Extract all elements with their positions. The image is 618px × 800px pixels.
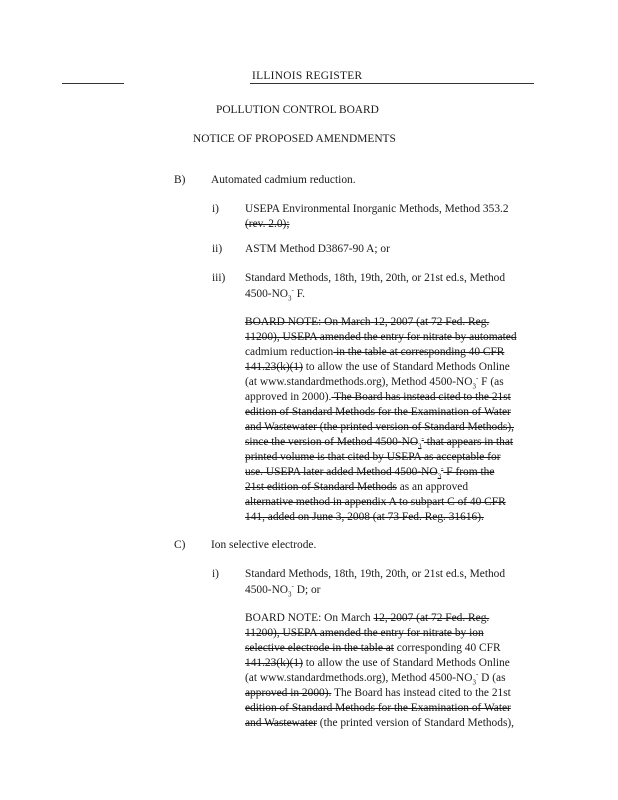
subscript: 3 xyxy=(288,294,292,303)
method-code: 4500-NO xyxy=(245,288,289,300)
note-c-line-7 xyxy=(245,700,511,716)
deleted-text: 12, 2007 (at 72 Fed. Reg. xyxy=(373,612,490,624)
note-c-line-6 xyxy=(245,685,511,701)
kept-text: D (as xyxy=(478,672,506,684)
kept-text: corresponding 40 CFR xyxy=(393,642,501,654)
superscript: - xyxy=(291,286,294,295)
header-rule-left xyxy=(62,83,124,84)
note-b-line-10 xyxy=(245,449,501,465)
deleted-text: 141.23(k)(1) xyxy=(245,361,303,373)
note-c-line-1 xyxy=(245,610,489,626)
note-b-line-3 xyxy=(245,344,504,360)
note-b-line-14 xyxy=(245,509,484,525)
deleted-text: alternative method in appendix A to subpart C of 40 CFR xyxy=(245,496,506,508)
deleted-text: 11200), USEPA amended the entry for nitrate by automated xyxy=(245,331,517,343)
section-b-marker: B) xyxy=(174,174,186,186)
section-b-item-2-line-1: ASTM Method D3867-90 A; or xyxy=(245,243,390,255)
kept-text: approved in 2000). xyxy=(245,391,332,403)
note-b-line-8 xyxy=(245,419,514,435)
note-b-line-9 xyxy=(245,434,513,450)
deleted-text-part: USEPA later added Method 4500-NO xyxy=(263,466,438,478)
deleted-text: 21st edition of Standard Methods xyxy=(245,481,397,493)
deleted-text-part: use. xyxy=(245,466,264,478)
method-code: 4500-NO xyxy=(245,584,289,596)
note-c-line-4 xyxy=(245,655,510,671)
deleted-text xyxy=(245,434,514,451)
section-b-item-3-marker: iii) xyxy=(212,272,226,284)
deleted-text: in the table at corresponding 40 CFR xyxy=(333,346,505,358)
section-b-item-3-line-1: Standard Methods, 18th, 19th, 20th, or 21st ed.s, Method xyxy=(245,272,506,284)
deleted-text-part: F from the xyxy=(443,466,495,478)
kept-text: F (as xyxy=(478,376,504,388)
method-letter: F. xyxy=(296,288,306,300)
note-b-line-2 xyxy=(245,329,517,345)
deleted-text: approved in 2000). xyxy=(245,687,332,699)
note-c-line-2 xyxy=(245,625,484,641)
superscript: - xyxy=(421,434,424,443)
section-c-title: Ion selective electrode. xyxy=(211,539,317,551)
note-b-line-1 xyxy=(245,314,489,330)
superscript: - xyxy=(291,582,294,591)
subscript: 3 xyxy=(472,678,476,687)
subscript: 3 xyxy=(288,590,292,599)
section-b-title: Automated cadmium reduction. xyxy=(211,174,356,186)
note-b-line-4 xyxy=(245,359,510,375)
deleted-text: selective electrode in the table at xyxy=(245,642,394,654)
kept-text: to allow the use of Standard Methods Online xyxy=(302,657,510,669)
section-b-item-2-marker: ii) xyxy=(212,243,223,255)
note-b-line-6 xyxy=(245,389,511,405)
kept-text: (the printed version of Standard Methods), xyxy=(316,717,515,729)
kept-text: BOARD NOTE: On March xyxy=(245,612,374,624)
deleted-text: and Wastewater xyxy=(245,717,317,729)
method-letter: D; or xyxy=(296,584,321,596)
subscript: 3 xyxy=(437,472,442,481)
note-c-line-8 xyxy=(245,715,514,731)
section-c-item-1-marker: i) xyxy=(212,568,219,580)
kept-text: The Board has instead cited to the 21st xyxy=(331,687,511,699)
section-b-item-1-line-1: USEPA Environmental Inorganic Methods, Method 353.2 xyxy=(245,203,509,215)
subscript: 3 xyxy=(472,382,476,391)
section-b-item-1-marker: i) xyxy=(212,203,219,215)
deleted-text: and Wastewater (the printed version of Standard Methods), xyxy=(245,421,515,433)
section-c-item-1-line-2 xyxy=(245,582,320,598)
deleted-text: The Board has instead cited to the 21st xyxy=(331,391,511,403)
section-c-marker: C) xyxy=(174,539,186,551)
superscript: - xyxy=(475,374,479,383)
subscript: 3 xyxy=(418,442,422,451)
note-b-line-13 xyxy=(245,494,506,510)
section-b-item-3-line-2 xyxy=(245,286,305,302)
section-c-item-1-line-1: Standard Methods, 18th, 19th, 20th, or 21st ed.s, Method xyxy=(245,568,506,580)
deleted-text xyxy=(245,464,495,481)
deleted-text-part: since the version of Method 4500-NO xyxy=(245,436,419,448)
note-b-line-11 xyxy=(245,464,494,480)
deleted-text: 141.23(k)(1) xyxy=(245,657,303,669)
register-title: ILLINOIS REGISTER xyxy=(252,70,363,82)
kept-text: as an approved xyxy=(396,481,469,493)
deleted-text: 141, added on June 3, 2008 (at 73 Fed. Reg. 31616). xyxy=(245,511,484,523)
deleted-text: printed volume is that cited by USEPA as acceptable for xyxy=(245,451,501,463)
notice-title: NOTICE OF PROPOSED AMENDMENTS xyxy=(193,133,396,145)
note-b-line-7 xyxy=(245,404,511,420)
deleted-text: edition of Standard Methods for the Examination of Water xyxy=(245,702,511,714)
note-b-line-5 xyxy=(245,374,504,390)
kept-text: cadmium reduction xyxy=(245,346,334,358)
kept-text: (at www.standardmethods.org), Method 4500-NO xyxy=(245,376,473,388)
deleted-text: BOARD NOTE: On March 12, 2007 (at 72 Fed. Reg. xyxy=(245,316,490,328)
kept-text: to allow the use of Standard Methods Online xyxy=(302,361,510,373)
superscript: - xyxy=(475,670,479,679)
note-b-line-12 xyxy=(245,479,468,495)
board-title: POLLUTION CONTROL BOARD xyxy=(216,104,379,116)
note-c-line-5 xyxy=(245,670,506,686)
kept-text: (at www.standardmethods.org), Method 4500-NO xyxy=(245,672,473,684)
note-c-line-3 xyxy=(245,640,501,656)
superscript: - xyxy=(441,464,444,473)
section-b-item-1-line-2 xyxy=(245,216,290,232)
deleted-text: 11200), USEPA amended the entry for nitrate by ion xyxy=(245,627,484,639)
deleted-text-part: that appears in that xyxy=(423,436,514,448)
deleted-text: edition of Standard Methods for the Examination of Water xyxy=(245,406,511,418)
deleted-text: (rev. 2.0); xyxy=(245,218,290,230)
